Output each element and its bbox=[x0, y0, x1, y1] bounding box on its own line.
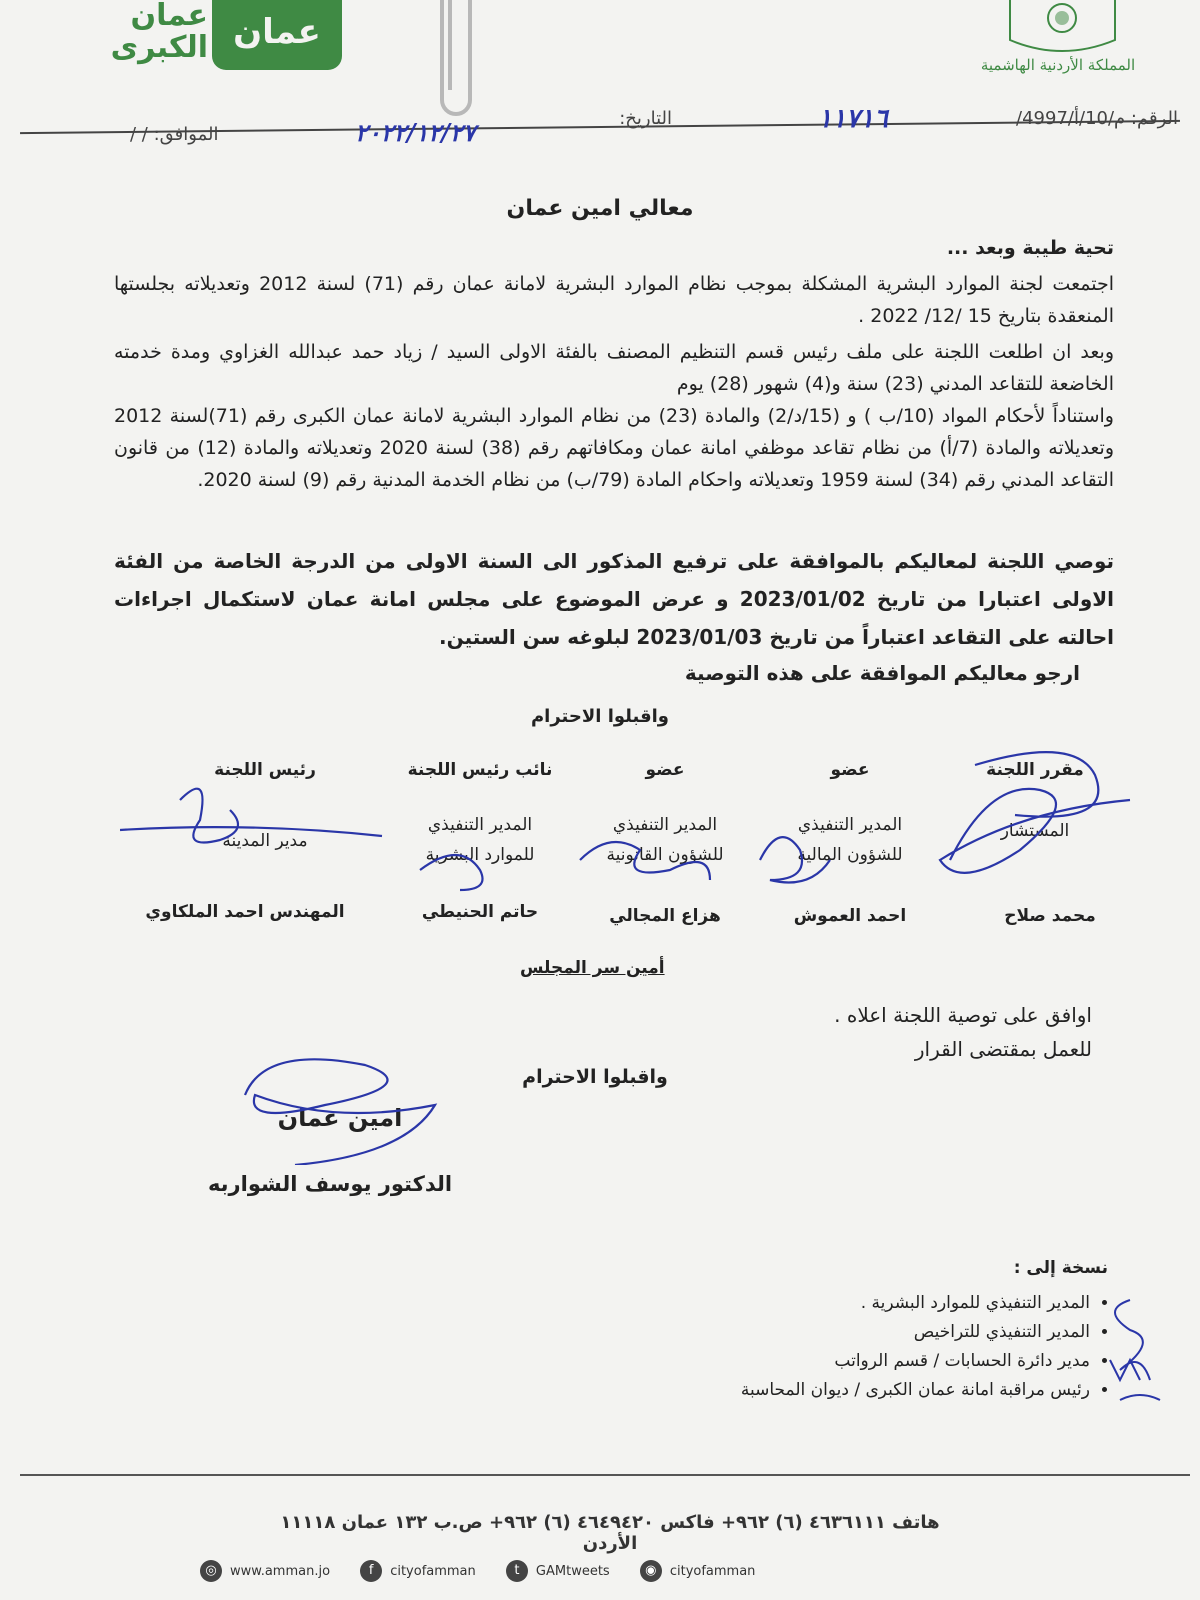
signatory-name: احمد العموش bbox=[793, 906, 907, 926]
signatory-name: حاتم الحنيطي bbox=[421, 902, 539, 922]
paragraph-request: ارجو معاليكم الموافقة على هذه التوصية bbox=[684, 661, 1080, 685]
signatory-position: المدير التنفيذي للموارد البشرية bbox=[425, 815, 535, 865]
date-handwritten: ٢٠٢٢/١٢/٢٧ bbox=[355, 118, 476, 147]
paper-clip-icon bbox=[428, 0, 484, 130]
mayor-signature bbox=[225, 1045, 465, 1165]
instagram-icon: ◉ bbox=[640, 1560, 662, 1582]
signatory-position: المدير التنفيذي للشؤون المالية bbox=[797, 815, 903, 865]
signatory-role: مقرر اللجنة bbox=[986, 760, 1084, 780]
copies-list bbox=[588, 1254, 1108, 1405]
signatory-role: عضو bbox=[645, 760, 685, 780]
initials-signature bbox=[1090, 1290, 1180, 1420]
greeting: تحية طيبة وبعد ... bbox=[946, 237, 1114, 259]
crest-caption: المملكة الأردنية الهاشمية bbox=[980, 56, 1136, 74]
facebook-link[interactable]: f cityofamman bbox=[360, 1564, 476, 1579]
date-label: التاريخ: bbox=[619, 108, 672, 129]
footer-links bbox=[200, 1560, 781, 1582]
reference-number: الرقم: م/10/أ/4997/ bbox=[1016, 108, 1178, 129]
signatory-name: المهندس احمد الملكاوي bbox=[145, 902, 345, 922]
copies-title: نسخة إلى : bbox=[1013, 1258, 1108, 1278]
mayor-title: امين عمان bbox=[277, 1104, 403, 1132]
council-closing: واقبلوا الاحترام bbox=[522, 1066, 668, 1088]
crest-emblem-icon bbox=[990, 0, 1135, 60]
signatory-position: المدير التنفيذي للشؤون القانونية bbox=[606, 815, 724, 865]
hijri-date: الموافق: / / bbox=[130, 124, 219, 145]
twitter-link[interactable]: t GAMtweets bbox=[506, 1564, 610, 1579]
list-item: • المدير التنفيذي للتراخيص bbox=[588, 1318, 1090, 1347]
paragraph-recommendation: توصي اللجنة لمعاليكم بالموافقة على ترفيع المذكور الى السنة الاولى من الدرجة الخاصة من الفئة الاولى اعتبارا من تاريخ 2023/01/02 و عرض الموضوع على مجلس امانة عمان لاستكمال اجراءات احالته على التقاعد اعتباراً من تاريخ 2023/01/03 لبلوغه سن الستين. bbox=[114, 549, 1114, 649]
footer-rule bbox=[20, 1474, 1190, 1476]
globe-icon: ◎ bbox=[200, 1560, 222, 1582]
list-item: • المدير التنفيذي للموارد البشرية . bbox=[588, 1289, 1090, 1318]
website-link[interactable]: ◎ www.amman.jo bbox=[200, 1564, 330, 1579]
signatory-name: هزاع المجالي bbox=[609, 906, 721, 926]
reference-handwritten: ١١٧١٦ bbox=[818, 104, 888, 134]
signatory-role: عضو bbox=[830, 760, 870, 780]
council-secretary-title: أمين سر المجلس bbox=[520, 958, 665, 978]
mayor-name: الدكتور يوسف الشواربه bbox=[207, 1172, 453, 1196]
signatory-role: نائب رئيس اللجنة bbox=[407, 760, 553, 780]
gam-logo-mark: عمان bbox=[212, 0, 342, 70]
paragraph-meeting: اجتمعت لجنة الموارد البشرية المشكلة بموجب نظام الموارد البشرية لامانة عمان رقم (71) لسنة 2012 وتعديلاته بجلستها المنعقدة بتاريخ 15 /12/ 2022 . bbox=[114, 273, 1114, 327]
gam-logo-text: عمان الكبرى bbox=[110, 0, 208, 65]
council-approval: اوافق على توصية اللجنة اعلاه . للعمل بمقتضى القرار bbox=[834, 1003, 1092, 1061]
footer-address: هاتف ٤٦٣٦١١١ (٦) ٩٦٢+ فاكس ٤٦٤٩٤٢٠ (٦) ٩٦٢+ ص.ب ١٣٢ عمان ١١١١٨ الأردن bbox=[280, 1512, 940, 1554]
list-item: • مدير دائرة الحسابات / قسم الرواتب bbox=[588, 1347, 1090, 1376]
paragraph-legal-basis: واستناداً لأحكام المواد (10/ب ) و (15/د/2) والمادة (23) من نظام الموارد البشرية لامانة عمان الكبرى رقم (71)لسنة 2012 وتعديلاته والمادة (7/أ) من نظام تقاعد موظفي امانة عمان ومكافاتهم رقم (38) لسنة 2020 وتعديلاته والمادة (12) من قانون التقاعد المدني رقم (34) لسنة 1959 وتعديلاته واحكام المادة (79/ب) من نظام الخدمة المدنية رقم (9) لسنة 2020. bbox=[114, 405, 1115, 491]
paragraph-file: وبعد ان اطلعت اللجنة على ملف رئيس قسم التنظيم المصنف بالفئة الاولى السيد / زياد حمد عبدالله الغزاوي ومدة خدمته الخاضعة للتقاعد المدني (23) سنة و(4) شهور (28) يوم bbox=[114, 341, 1114, 395]
signatory-position: المستشار bbox=[1000, 821, 1070, 841]
signatory-role: رئيس اللجنة bbox=[214, 760, 316, 780]
twitter-icon: t bbox=[506, 1560, 528, 1582]
salutation: معالي امين عمان bbox=[506, 196, 694, 221]
instagram-link[interactable]: ◉ cityofamman bbox=[640, 1564, 756, 1579]
facebook-icon: f bbox=[360, 1560, 382, 1582]
closing-regards: واقبلوا الاحترام bbox=[530, 706, 669, 727]
handwritten-signatures bbox=[120, 740, 1180, 940]
signatory-name: محمد صلاح bbox=[1004, 906, 1096, 926]
list-item: • رئيس مراقبة امانة عمان الكبرى / ديوان المحاسبة bbox=[588, 1376, 1090, 1405]
signatory-position: مدير المدينة bbox=[222, 831, 308, 851]
